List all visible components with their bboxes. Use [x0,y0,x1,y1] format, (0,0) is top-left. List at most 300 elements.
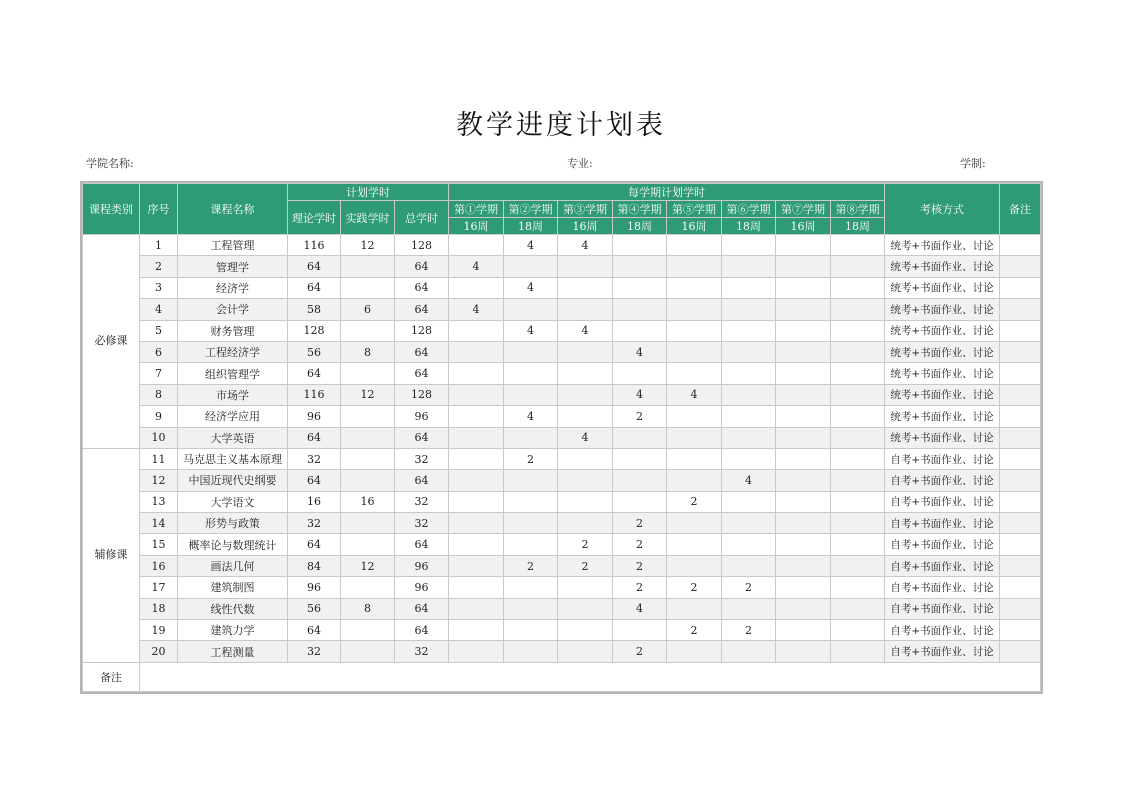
semester-2-hours-cell [504,577,558,598]
semester-6-hours-cell [722,363,776,384]
table-row [83,577,1041,598]
semester-8-hours-cell [831,448,885,469]
remark-cell [1000,235,1041,256]
seq-cell: 17 [140,577,178,598]
semester-5-hours-cell [667,534,722,555]
remark-cell [1000,513,1041,534]
total-hours-cell: 128 [395,235,449,256]
practice-hours-cell [341,363,395,384]
course-name-cell: 建筑力学 [178,620,288,641]
exam-method-cell: 自考+书面作业、讨论 [885,641,1000,662]
seq-cell: 3 [140,277,178,298]
table-row [83,320,1041,341]
semester-3-hours-cell [558,384,613,405]
semester-3-hours-cell [558,513,613,534]
semester-8-hours-cell [831,427,885,448]
semester-3-hours-cell: 4 [558,235,613,256]
semester-6-hours-cell [722,448,776,469]
semester-1-hours-cell [449,620,504,641]
semester-1-hours-cell [449,363,504,384]
practice-hours-cell [341,320,395,341]
remark-cell [1000,534,1041,555]
semester-7-hours-cell [776,577,831,598]
theory-hours-cell: 84 [288,555,341,576]
total-hours-cell: 64 [395,277,449,298]
header-semester-7: 第⑦学期 [776,201,831,218]
semester-4-hours-cell: 2 [613,534,667,555]
remark-cell [1000,320,1041,341]
course-name-cell: 财务管理 [178,320,288,341]
semester-4-hours-cell [613,235,667,256]
semester-7-hours-cell [776,277,831,298]
semester-7-hours-cell [776,256,831,277]
semester-2-hours-cell [504,363,558,384]
exam-method-cell: 统考+书面作业、讨论 [885,320,1000,341]
exam-method-cell: 统考+书面作业、讨论 [885,235,1000,256]
semester-6-hours-cell [722,256,776,277]
semester-3-hours-cell: 2 [558,555,613,576]
semester-6-hours-cell: 4 [722,470,776,491]
semester-8-hours-cell [831,598,885,619]
semester-3-hours-cell [558,341,613,362]
semester-1-hours-cell [449,277,504,298]
table-row [83,534,1041,555]
table-row [83,448,1041,469]
semester-6-hours-cell [722,555,776,576]
practice-hours-cell: 8 [341,598,395,619]
semester-6-hours-cell [722,427,776,448]
semester-1-hours-cell [449,235,504,256]
semester-3-hours-cell [558,620,613,641]
table-row [83,427,1041,448]
remark-cell [1000,598,1041,619]
semester-1-hours-cell: 4 [449,299,504,320]
practice-hours-cell [341,427,395,448]
semester-6-hours-cell [722,513,776,534]
theory-hours-cell: 64 [288,427,341,448]
semester-2-hours-cell: 2 [504,555,558,576]
remark-cell [1000,299,1041,320]
practice-hours-cell [341,470,395,491]
seq-cell: 13 [140,491,178,512]
semester-2-hours-cell: 4 [504,406,558,427]
header-weeks-7: 16周 [776,218,831,235]
semester-5-hours-cell [667,320,722,341]
seq-cell: 9 [140,406,178,427]
header-semester-4: 第④学期 [613,201,667,218]
semester-2-hours-cell [504,470,558,491]
semester-5-hours-cell: 2 [667,577,722,598]
semester-7-hours-cell [776,641,831,662]
table-row [83,491,1041,512]
course-name-cell: 中国近现代史纲要 [178,470,288,491]
course-name-cell: 工程测量 [178,641,288,662]
total-hours-cell: 64 [395,598,449,619]
header-weeks-3: 16周 [558,218,613,235]
semester-3-hours-cell [558,363,613,384]
exam-method-cell: 统考+书面作业、讨论 [885,256,1000,277]
semester-5-hours-cell [667,341,722,362]
seq-cell: 2 [140,256,178,277]
course-name-cell: 建筑制图 [178,577,288,598]
semester-3-hours-cell: 4 [558,320,613,341]
theory-hours-cell: 56 [288,341,341,362]
seq-cell: 14 [140,513,178,534]
semester-5-hours-cell [667,470,722,491]
practice-hours-cell: 8 [341,341,395,362]
semester-8-hours-cell [831,620,885,641]
seq-cell: 18 [140,598,178,619]
semester-8-hours-cell [831,235,885,256]
header-course-name: 课程名称 [178,184,288,235]
remark-cell [1000,448,1041,469]
semester-5-hours-cell [667,363,722,384]
semester-5-hours-cell: 2 [667,491,722,512]
footer-remark-label: 备注 [83,662,140,691]
semester-8-hours-cell [831,363,885,384]
course-name-cell: 会计学 [178,299,288,320]
remark-cell [1000,277,1041,298]
semester-8-hours-cell [831,534,885,555]
semester-1-hours-cell [449,577,504,598]
semester-4-hours-cell [613,491,667,512]
semester-3-hours-cell [558,577,613,598]
semester-6-hours-cell [722,641,776,662]
semester-6-hours-cell [722,341,776,362]
course-name-cell: 大学英语 [178,427,288,448]
course-name-cell: 组织管理学 [178,363,288,384]
semester-7-hours-cell [776,363,831,384]
remark-cell [1000,384,1041,405]
table-row [83,470,1041,491]
theory-hours-cell: 96 [288,406,341,427]
semester-4-hours-cell: 2 [613,513,667,534]
course-name-cell: 概率论与数理统计 [178,534,288,555]
semester-7-hours-cell [776,555,831,576]
course-name-cell: 经济学 [178,277,288,298]
practice-hours-cell: 12 [341,384,395,405]
remark-cell [1000,470,1041,491]
semester-2-hours-cell [504,641,558,662]
semester-5-hours-cell [667,256,722,277]
semester-4-hours-cell: 2 [613,641,667,662]
semester-8-hours-cell [831,320,885,341]
header-weeks-6: 18周 [722,218,776,235]
theory-hours-cell: 64 [288,363,341,384]
semester-4-hours-cell [613,299,667,320]
seq-cell: 19 [140,620,178,641]
footer-remark-value [140,662,1041,691]
remark-cell [1000,256,1041,277]
exam-method-cell: 统考+书面作业、讨论 [885,406,1000,427]
theory-hours-cell: 64 [288,277,341,298]
semester-4-hours-cell [613,620,667,641]
total-hours-cell: 96 [395,406,449,427]
semester-6-hours-cell [722,598,776,619]
seq-cell: 20 [140,641,178,662]
total-hours-cell: 64 [395,299,449,320]
semester-8-hours-cell [831,256,885,277]
header-semester-8: 第⑧学期 [831,201,885,218]
practice-hours-cell [341,641,395,662]
theory-hours-cell: 32 [288,641,341,662]
semester-2-hours-cell [504,620,558,641]
exam-method-cell: 统考+书面作业、讨论 [885,299,1000,320]
semester-3-hours-cell [558,299,613,320]
course-name-cell: 大学语文 [178,491,288,512]
table-row [83,513,1041,534]
semester-5-hours-cell: 4 [667,384,722,405]
semester-3-hours-cell [558,641,613,662]
semester-8-hours-cell [831,277,885,298]
total-hours-cell: 64 [395,534,449,555]
header-semester-1: 第①学期 [449,201,504,218]
practice-hours-cell [341,534,395,555]
semester-2-hours-cell: 4 [504,277,558,298]
semester-6-hours-cell: 2 [722,577,776,598]
exam-method-cell: 自考+书面作业、讨论 [885,491,1000,512]
seq-cell: 10 [140,427,178,448]
semester-6-hours-cell: 2 [722,620,776,641]
semester-2-hours-cell: 2 [504,448,558,469]
semester-4-hours-cell [613,363,667,384]
semester-7-hours-cell [776,534,831,555]
practice-hours-cell [341,256,395,277]
header-exam-method: 考核方式 [885,184,1000,235]
theory-hours-cell: 64 [288,620,341,641]
exam-method-cell: 自考+书面作业、讨论 [885,534,1000,555]
semester-5-hours-cell [667,555,722,576]
semester-5-hours-cell [667,641,722,662]
course-name-cell: 形势与政策 [178,513,288,534]
semester-8-hours-cell [831,406,885,427]
semester-3-hours-cell [558,470,613,491]
practice-hours-cell [341,620,395,641]
semester-5-hours-cell [667,277,722,298]
theory-hours-cell: 64 [288,256,341,277]
practice-hours-cell: 12 [341,555,395,576]
seq-cell: 8 [140,384,178,405]
exam-method-cell: 自考+书面作业、讨论 [885,555,1000,576]
semester-2-hours-cell [504,491,558,512]
theory-hours-cell: 64 [288,534,341,555]
seq-cell: 16 [140,555,178,576]
semester-4-hours-cell [613,320,667,341]
theory-hours-cell: 64 [288,470,341,491]
semester-7-hours-cell [776,448,831,469]
semester-1-hours-cell [449,448,504,469]
semester-1-hours-cell [449,384,504,405]
semester-2-hours-cell [504,256,558,277]
practice-hours-cell: 6 [341,299,395,320]
theory-hours-cell: 58 [288,299,341,320]
exam-method-cell: 统考+书面作业、讨论 [885,427,1000,448]
semester-2-hours-cell [504,513,558,534]
table-row [83,235,1041,256]
header-weeks-8: 18周 [831,218,885,235]
theory-hours-cell: 128 [288,320,341,341]
semester-7-hours-cell [776,384,831,405]
semester-7-hours-cell [776,513,831,534]
semester-6-hours-cell [722,299,776,320]
semester-2-hours-cell [504,341,558,362]
total-hours-cell: 128 [395,320,449,341]
exam-method-cell: 统考+书面作业、讨论 [885,363,1000,384]
header-category: 课程类别 [83,184,140,235]
theory-hours-cell: 16 [288,491,341,512]
semester-3-hours-cell [558,448,613,469]
semester-1-hours-cell [449,406,504,427]
header-semester-5: 第⑤学期 [667,201,722,218]
theory-hours-cell: 116 [288,235,341,256]
theory-hours-cell: 32 [288,513,341,534]
table-row [83,406,1041,427]
semester-1-hours-cell [449,341,504,362]
semester-4-hours-cell: 2 [613,577,667,598]
semester-1-hours-cell [449,513,504,534]
semester-4-hours-cell: 2 [613,555,667,576]
semester-6-hours-cell [722,384,776,405]
practice-hours-cell [341,277,395,298]
semester-2-hours-cell: 4 [504,320,558,341]
seq-cell: 12 [140,470,178,491]
semester-5-hours-cell [667,299,722,320]
seq-cell: 15 [140,534,178,555]
semester-8-hours-cell [831,470,885,491]
semester-6-hours-cell [722,277,776,298]
semester-5-hours-cell: 2 [667,620,722,641]
semester-1-hours-cell [449,320,504,341]
semester-7-hours-cell [776,341,831,362]
college-name-label: 学院名称: [86,157,134,170]
semester-7-hours-cell [776,598,831,619]
semester-7-hours-cell [776,406,831,427]
exam-method-cell: 自考+书面作业、讨论 [885,598,1000,619]
total-hours-cell: 128 [395,384,449,405]
semester-3-hours-cell [558,256,613,277]
category-cell: 必修课 [83,235,140,449]
teaching-schedule-table [82,183,1041,692]
exam-method-cell: 统考+书面作业、讨论 [885,277,1000,298]
semester-1-hours-cell [449,491,504,512]
semester-7-hours-cell [776,320,831,341]
semester-4-hours-cell [613,448,667,469]
remark-cell [1000,577,1041,598]
practice-hours-cell [341,448,395,469]
header-remark: 备注 [1000,184,1041,235]
course-name-cell: 工程经济学 [178,341,288,362]
semester-7-hours-cell [776,620,831,641]
semester-7-hours-cell [776,299,831,320]
exam-method-cell: 自考+书面作业、讨论 [885,577,1000,598]
total-hours-cell: 96 [395,555,449,576]
semester-1-hours-cell [449,598,504,619]
theory-hours-cell: 56 [288,598,341,619]
header-weeks-5: 16周 [667,218,722,235]
header-theory-hours: 理论学时 [288,201,341,235]
exam-method-cell: 自考+书面作业、讨论 [885,448,1000,469]
semester-8-hours-cell [831,577,885,598]
total-hours-cell: 64 [395,363,449,384]
semester-8-hours-cell [831,384,885,405]
header-weeks-4: 18周 [613,218,667,235]
semester-5-hours-cell [667,513,722,534]
semester-5-hours-cell [667,235,722,256]
course-name-cell: 市场学 [178,384,288,405]
semester-6-hours-cell [722,406,776,427]
exam-method-cell: 统考+书面作业、讨论 [885,341,1000,362]
semester-6-hours-cell [722,320,776,341]
total-hours-cell: 32 [395,641,449,662]
seq-cell: 4 [140,299,178,320]
semester-6-hours-cell [722,491,776,512]
practice-hours-cell [341,513,395,534]
header-weeks-1: 16周 [449,218,504,235]
theory-hours-cell: 116 [288,384,341,405]
remark-cell [1000,641,1041,662]
practice-hours-cell [341,577,395,598]
remark-cell [1000,620,1041,641]
remark-cell [1000,406,1041,427]
semester-8-hours-cell [831,513,885,534]
exam-method-cell: 统考+书面作业、讨论 [885,384,1000,405]
category-cell: 辅修课 [83,448,140,662]
page-title: 教学进度计划表 [456,110,666,141]
seq-cell: 5 [140,320,178,341]
practice-hours-cell [341,406,395,427]
semester-8-hours-cell [831,299,885,320]
table-row [83,363,1041,384]
theory-hours-cell: 32 [288,448,341,469]
semester-1-hours-cell [449,534,504,555]
table-row [83,598,1041,619]
header-semester-group: 每学期计划学时 [449,184,885,201]
semester-4-hours-cell: 4 [613,598,667,619]
table-body [83,235,1041,663]
semester-3-hours-cell [558,406,613,427]
remark-cell [1000,491,1041,512]
exam-method-cell: 自考+书面作业、讨论 [885,470,1000,491]
seq-cell: 7 [140,363,178,384]
semester-3-hours-cell: 4 [558,427,613,448]
semester-5-hours-cell [667,427,722,448]
semester-2-hours-cell [504,384,558,405]
practice-hours-cell: 16 [341,491,395,512]
header-semester-3: 第③学期 [558,201,613,218]
total-hours-cell: 64 [395,620,449,641]
semester-5-hours-cell [667,448,722,469]
total-hours-cell: 32 [395,491,449,512]
school-system-label: 学制: [960,157,986,170]
header-semester-6: 第⑥学期 [722,201,776,218]
semester-4-hours-cell: 4 [613,384,667,405]
header-planned-hours: 计划学时 [288,184,449,201]
header-practice-hours: 实践学时 [341,201,395,235]
practice-hours-cell: 12 [341,235,395,256]
table-row [83,299,1041,320]
course-name-cell: 工程管理 [178,235,288,256]
total-hours-cell: 64 [395,341,449,362]
theory-hours-cell: 96 [288,577,341,598]
semester-8-hours-cell [831,491,885,512]
header-semester-2: 第②学期 [504,201,558,218]
semester-7-hours-cell [776,427,831,448]
header-weeks-2: 18周 [504,218,558,235]
total-hours-cell: 64 [395,470,449,491]
total-hours-cell: 64 [395,256,449,277]
seq-cell: 11 [140,448,178,469]
table-header [83,184,1041,235]
